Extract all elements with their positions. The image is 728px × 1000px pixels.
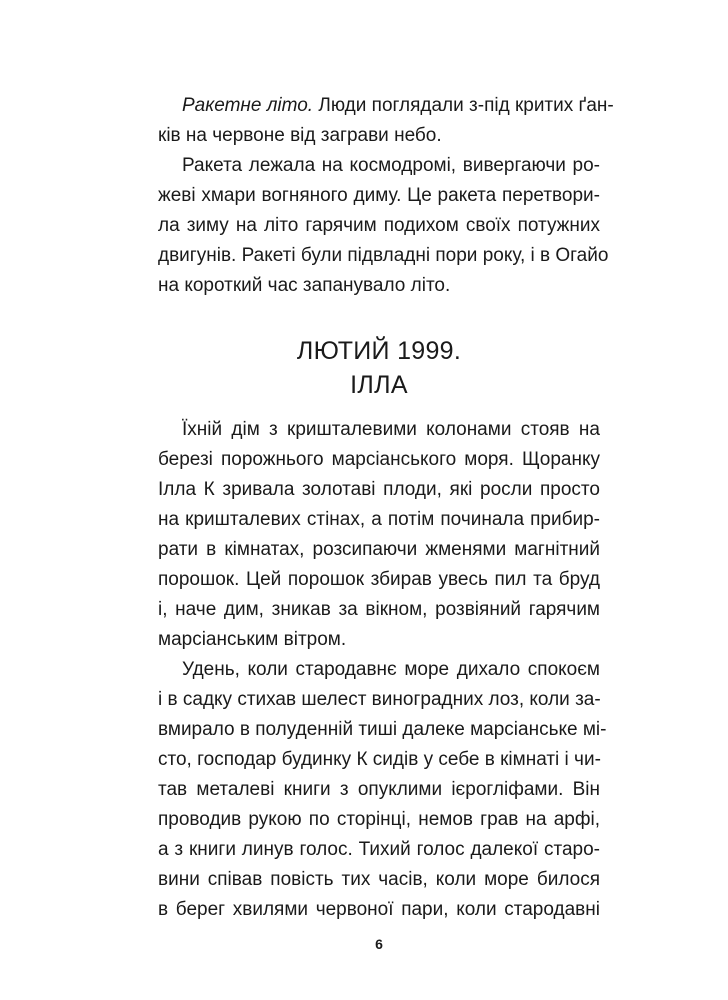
text-line: вини співав повість тих часів, коли море билося <box>158 869 600 890</box>
text-line: Ілла К зривала золотаві плоди, які росли просто <box>158 479 600 500</box>
text-line: сто, господар будинку К сидів у себе в кімнаті і чи- <box>158 749 601 770</box>
text-line: і в садку стихав шелест виноградних лоз, коли за- <box>158 689 601 710</box>
text-line: марсіанським вітром. <box>158 629 347 650</box>
text-line: рати в кімнатах, розсипаючи жменями магнітний <box>158 539 600 560</box>
text-line: ків на червоне від заграви небо. <box>158 125 442 146</box>
text-line: вмирало в полуденній тиші далеке марсіанське мі- <box>158 719 607 740</box>
text-line: а з книги линув голос. Тихий голос далекої старо- <box>158 839 600 860</box>
text-line: на короткий час запанувало літо. <box>158 275 451 296</box>
chapter-heading-title: ІЛЛА <box>350 371 408 399</box>
chapter-heading-date: ЛЮТИЙ 1999. <box>296 337 462 365</box>
text-line: в берег хвилями червоної пари, коли стародавні <box>158 899 600 920</box>
text-line: березі порожнього марсіанського моря. Щоранку <box>158 449 600 470</box>
book-page <box>158 0 614 1000</box>
text-line: проводив рукою по сторінці, немов грав на арфі, <box>158 809 600 830</box>
text-line <box>182 91 614 121</box>
text-line: ла зиму на літо гарячим подихом своїх потужних <box>158 215 600 236</box>
text-line: Ракета лежала на космодромі, вивергаючи ро- <box>182 155 600 176</box>
text-segment: Люди поглядали з-під критих ґан- <box>313 95 614 116</box>
text-line: двигунів. Ракеті були підвладні пори року, і в Огайо <box>158 245 609 266</box>
page-number: 6 <box>375 936 383 952</box>
italic-lead: Ракетне літо. <box>182 95 314 116</box>
text-line: і, наче дим, зникав за вікном, розвіяний гарячим <box>158 599 600 620</box>
text-line: тав металеві книги з опуклими ієрогліфами. Він <box>158 779 600 800</box>
text-line: Їхній дім з кришталевими колонами стояв на <box>182 419 600 440</box>
text-line: жеві хмари вогняного диму. Це ракета перетвори- <box>158 185 600 206</box>
text-line: Удень, коли стародавнє море дихало спокоєм <box>182 659 600 680</box>
text-line: на кришталевих стінах, а потім починала прибир- <box>158 509 600 530</box>
text-line: порошок. Цей порошок збирав увесь пил та бруд <box>158 569 600 590</box>
